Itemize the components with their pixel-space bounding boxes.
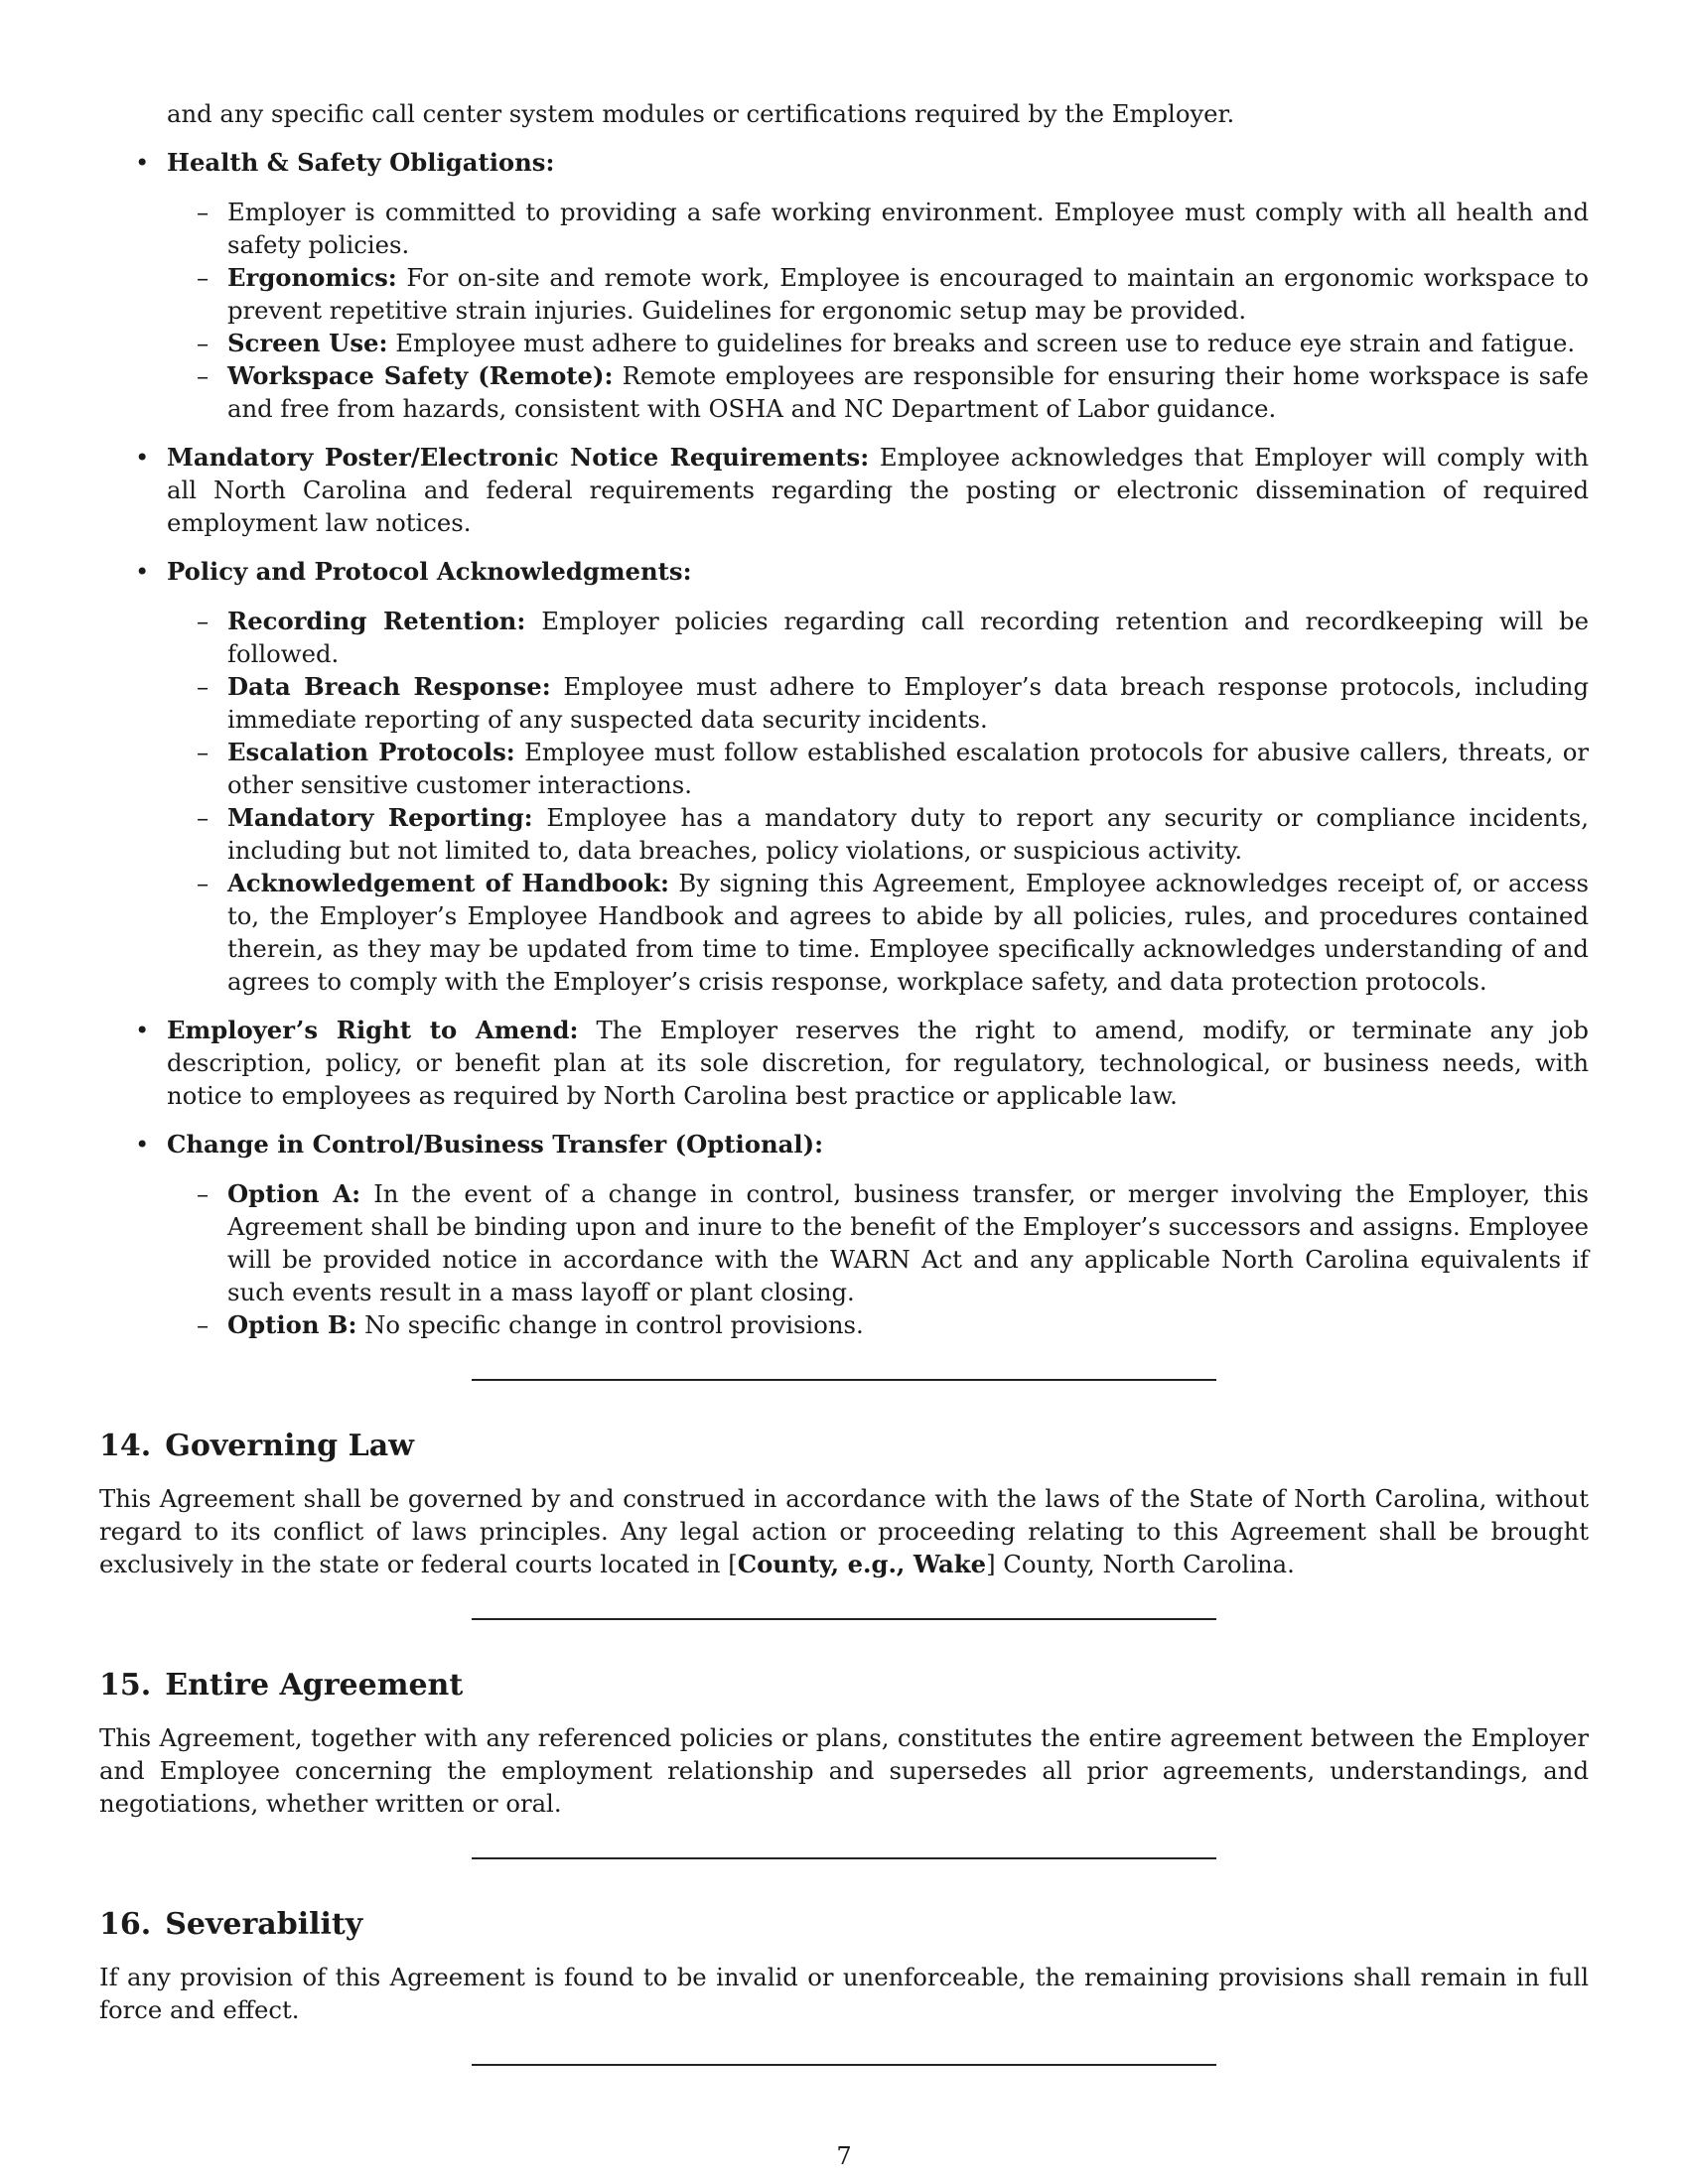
section-body-governing-law bbox=[99, 1482, 1589, 1580]
list-item-change bbox=[99, 1128, 1589, 1341]
sub-item-text: Employee has a mandatory duty to report any security or compliance incidents, including but not limited to, data breaches, policy violations, or suspicious activity. bbox=[227, 803, 1589, 865]
bullet-icon: • bbox=[135, 1130, 150, 1159]
item-title: Change in Control/Business Transfer (Optional): bbox=[167, 1130, 824, 1159]
dash-icon: – bbox=[197, 738, 210, 766]
section-title: Entire Agreement bbox=[165, 1668, 464, 1703]
section-divider bbox=[472, 1857, 1216, 1859]
sub-item bbox=[167, 196, 1589, 261]
sub-item-text: Employee must adhere to Employer’s data breach response protocols, including immediate reporting of any suspected data security incidents. bbox=[227, 672, 1590, 734]
sub-item bbox=[167, 359, 1589, 425]
sub-item-text: No specific change in control provisions. bbox=[356, 1310, 864, 1339]
body-text: ] County, North Carolina. bbox=[986, 1550, 1295, 1578]
dash-icon: – bbox=[197, 1179, 210, 1208]
item-title: Health & Safety Obligations: bbox=[167, 148, 555, 177]
sub-item-label: Acknowledgement of Handbook: bbox=[227, 869, 669, 897]
list-item-amend bbox=[99, 1014, 1589, 1112]
sub-item-text: Remote employees are responsible for ensuring their home workspace is safe and free from hazards, consistent with OSHA and NC Department of Labor guidance. bbox=[227, 361, 1589, 423]
item-title: Policy and Protocol Acknowledgments: bbox=[167, 557, 692, 586]
policy-sublist bbox=[167, 605, 1589, 998]
list-item-poster bbox=[99, 441, 1589, 539]
sub-item-label: Recording Retention: bbox=[227, 607, 526, 635]
bullet-icon: • bbox=[135, 148, 150, 177]
dash-icon: – bbox=[197, 803, 210, 832]
sub-item-label: Data Breach Response: bbox=[227, 672, 551, 701]
county-placeholder: County, e.g., Wake bbox=[737, 1550, 987, 1578]
section-number: 14. bbox=[99, 1429, 152, 1463]
sub-item-text: Employer policies regarding call recording retention and recordkeeping will be followed. bbox=[227, 607, 1589, 668]
section-number: 15. bbox=[99, 1668, 152, 1703]
section-divider bbox=[472, 2064, 1216, 2066]
list-item-policy bbox=[99, 555, 1589, 998]
section-title: Governing Law bbox=[165, 1429, 414, 1463]
section-body-severability: If any provision of this Agreement is found to be invalid or unenforceable, the remaining provisions shall remain in full force and effect. bbox=[99, 1963, 1589, 2024]
sub-item-label: Ergonomics: bbox=[227, 263, 397, 292]
sub-item bbox=[167, 670, 1589, 736]
bullet-icon: • bbox=[135, 557, 150, 586]
section-heading-severability bbox=[99, 1907, 1589, 1943]
sub-item bbox=[167, 867, 1589, 998]
bullet-icon: • bbox=[135, 443, 150, 472]
obligations-list bbox=[99, 146, 1589, 1341]
sub-item-label: Option B: bbox=[227, 1310, 357, 1339]
dash-icon: – bbox=[197, 1310, 210, 1339]
section-title: Severability bbox=[165, 1907, 363, 1942]
section-divider bbox=[472, 1379, 1216, 1381]
dash-icon: – bbox=[197, 198, 210, 226]
section-body-entire-agreement: This Agreement, together with any referenced policies or plans, constitutes the entire agreement between the Employer and Employee concerning the employment relationship and supersedes all prior agreements, understandings, and negotiations, whether written or oral. bbox=[99, 1723, 1589, 1818]
dash-icon: – bbox=[197, 869, 210, 897]
sub-item-text: Employer is committed to providing a safe working environment. Employee must comply with all health and safety policies. bbox=[227, 198, 1589, 259]
page-number: 7 bbox=[836, 2142, 852, 2170]
sub-item bbox=[167, 327, 1589, 359]
sub-item-label: Mandatory Reporting: bbox=[227, 803, 533, 832]
section-heading-entire-agreement bbox=[99, 1668, 1589, 1704]
sub-item bbox=[167, 1177, 1589, 1308]
item-title: Employer’s Right to Amend: bbox=[167, 1016, 579, 1044]
sub-item-label: Option A: bbox=[227, 1179, 361, 1208]
sub-item bbox=[167, 736, 1589, 801]
section-heading-governing-law bbox=[99, 1429, 1589, 1464]
list-item-health bbox=[99, 146, 1589, 425]
sub-item bbox=[167, 801, 1589, 867]
body-text: This Agreement shall be governed by and construed in accordance with the laws of the State of North Carolina, without regard to its conflict of laws principles. Any legal action or proceeding relating to this Agreement shall be brought exclusively in the state or federal courts located in [ bbox=[99, 1484, 1589, 1578]
sub-item-text: Employee must adhere to guidelines for breaks and screen use to reduce eye strain and fatigue. bbox=[387, 329, 1576, 357]
sub-item-label: Escalation Protocols: bbox=[227, 738, 515, 766]
dash-icon: – bbox=[197, 329, 210, 357]
sub-item-label: Workspace Safety (Remote): bbox=[227, 361, 614, 390]
sub-item-text: In the event of a change in control, business transfer, or merger involving the Employer, this Agreement shall be binding upon and inure to the benefit of the Employer’s successors and assigns. Employee will be provided notice in accordance with the WARN Act and any applicable North Carolina equivalents if such events result in a mass layoff or plant closing. bbox=[227, 1179, 1590, 1306]
sub-item bbox=[167, 1308, 1589, 1341]
sub-item-text: By signing this Agreement, Employee acknowledges receipt of, or access to, the Employer’s Employee Handbook and agrees to abide by all policies, rules, and procedures contained therein, as they may be updated from time to time. Employee specifically acknowledges understanding of and agrees to comply with the Employer’s crisis response, workplace safety, and data protection protocols. bbox=[227, 869, 1589, 996]
sub-item-label: Screen Use: bbox=[227, 329, 388, 357]
bullet-icon: • bbox=[135, 1016, 150, 1044]
sub-item-text: Employee must follow established escalation protocols for abusive callers, threats, or other sensitive customer interactions. bbox=[227, 738, 1590, 799]
item-title: Mandatory Poster/Electronic Notice Requirements: bbox=[167, 443, 870, 472]
change-sublist bbox=[167, 1177, 1589, 1341]
dash-icon: – bbox=[197, 361, 210, 390]
document-page bbox=[99, 97, 1589, 2066]
dash-icon: – bbox=[197, 672, 210, 701]
section-divider bbox=[472, 1618, 1216, 1620]
item-text: The Employer reserves the right to amend, modify, or terminate any job description, policy, or benefit plan at its sole discretion, for regulatory, technological, or business needs, with notice to employees as required by North Carolina best practice or applicable law. bbox=[167, 1016, 1589, 1110]
dash-icon: – bbox=[197, 607, 210, 635]
section-number: 16. bbox=[99, 1907, 152, 1942]
sub-item bbox=[167, 605, 1589, 670]
sub-item-text: For on-site and remote work, Employee is encouraged to maintain an ergonomic workspace to prevent repetitive strain injuries. Guidelines for ergonomic setup may be provided. bbox=[227, 263, 1589, 325]
dash-icon: – bbox=[197, 263, 210, 292]
continuation-text: and any specific call center system modules or certifications required by the Employer. bbox=[167, 99, 1235, 128]
health-sublist bbox=[167, 196, 1589, 425]
item-text: Employee acknowledges that Employer will comply with all North Carolina and federal requirements regarding the posting or electronic dissemination of required employment law notices. bbox=[167, 443, 1589, 537]
sub-item bbox=[167, 261, 1589, 327]
